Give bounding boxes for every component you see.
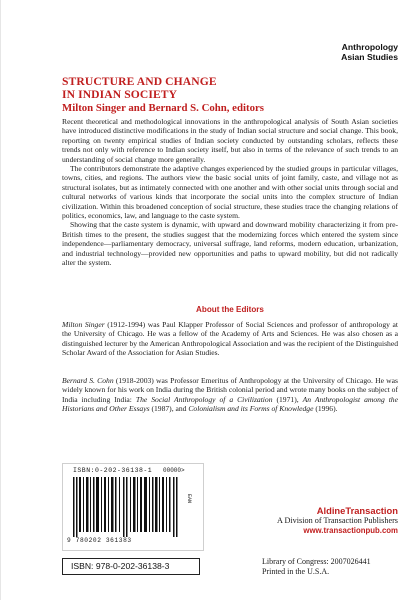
editor-name: Milton Singer (62, 320, 105, 329)
title-line-2: IN INDIAN SOCIETY (62, 88, 178, 101)
description-paragraph-3: Showing that the caste system is dynamic, with upward and downward mobility characterizing it from pre-British times to the present, the studies suggest that the modernizing forces which entered the system since independence—parliamentary democracy, universal suffrage, land reforms, modern education, urbanization, and industrial technology—provided new opportunities and paths to upward mobility, but did not radically alter the system. (62, 220, 398, 268)
barcode-bars (73, 477, 185, 537)
editor-name: Bernard S. Cohn (62, 376, 114, 385)
description-paragraph-1: Recent theoretical and methodological innovations in the anthropological analysis of South Asian societies have introduced distinctive modifications in the study of Indian social structure and social change. This book, reporting on twenty empirical studies of Indian society conducted by outstanding scholars, reflects these trends not only with reference to Indian society itself, but also in terms of the relevance of such trends to an understanding of social change more generally. (62, 117, 398, 164)
description (62, 117, 398, 268)
description-paragraph-2: The contributors demonstrate the adaptive changes experienced by the studied groups in particular villages, towns, cities, and regions. The authors view the basic social units of joint family, caste, and village not as structural isolates, but as intimately connected with one another and with other social units through social and cultural networks of various kinds that incorporate the social units into the complex structure of Indian civilization. Within this broadened conception of social structure, these studies trace the changing relations of politics, economics, law, and language to the caste system. (62, 164, 398, 221)
library-of-congress: Library of Congress: 2007026441 (262, 557, 371, 566)
barcode-addon-text: 00000> (163, 467, 185, 474)
editor-bio-singer (62, 320, 398, 358)
series-line-2: Asian Studies (341, 52, 398, 62)
editor-bio-text: (1971), (272, 394, 303, 404)
book-title (62, 75, 217, 101)
series-label (341, 42, 398, 62)
editor-bio-text: (1987), and (149, 404, 189, 414)
series-line-1: Anthropology (341, 42, 398, 52)
editor-bio-text: (1918-2003) was Professor Emeritus of Anthropology at the University of Chicago. He was widely known for his work on India during the British colonial period and wrote many books on the subject of India including India: (62, 376, 398, 404)
barcode (62, 463, 204, 551)
printed-in: Printed in the U.S.A. (262, 567, 330, 576)
editor-bio-text: (1996). (313, 404, 338, 414)
book-title-italic: The Social Anthropology of a Civilization (135, 394, 273, 404)
book-title-italic: Colonialism and its Forms of Knowledge (188, 404, 314, 414)
publisher-url: www.transactionpub.com (303, 526, 398, 535)
publisher-division: A Division of Transaction Publishers (276, 516, 398, 525)
isbn-box: ISBN: 978-0-202-36138-3 (62, 558, 200, 575)
editors-line: Milton Singer and Bernard S. Cohn, editors (62, 102, 264, 114)
library-info (262, 557, 371, 577)
publisher-name: AldineTransaction (316, 505, 398, 516)
barcode-ean-number: 9 780202 361383 (67, 537, 132, 544)
editor-bio-text: (1912-1994) was Paul Klapper Professor of Social Sciences and professor of anthropology at the University of Chicago. He was a fellow of the Academy of Arts and Sciences. He was also chosen as a distinguished lecturer by the American Anthropological Association and was the recipient of the Distinguished Scholar Award of the Association for Asian Studies. (62, 320, 398, 358)
barcode-isbn-text: ISBN:0-202-36138-1 (73, 467, 153, 474)
title-line-1: STRUCTURE AND CHANGE (62, 75, 217, 88)
book-title-italic: An Anthropologist among the Historians and Other Essays (62, 394, 398, 414)
publisher-block (277, 506, 398, 536)
editor-bio-cohn (62, 376, 398, 414)
about-editors-heading: About the Editors (196, 305, 264, 314)
barcode-side-label: EAN (186, 494, 192, 504)
